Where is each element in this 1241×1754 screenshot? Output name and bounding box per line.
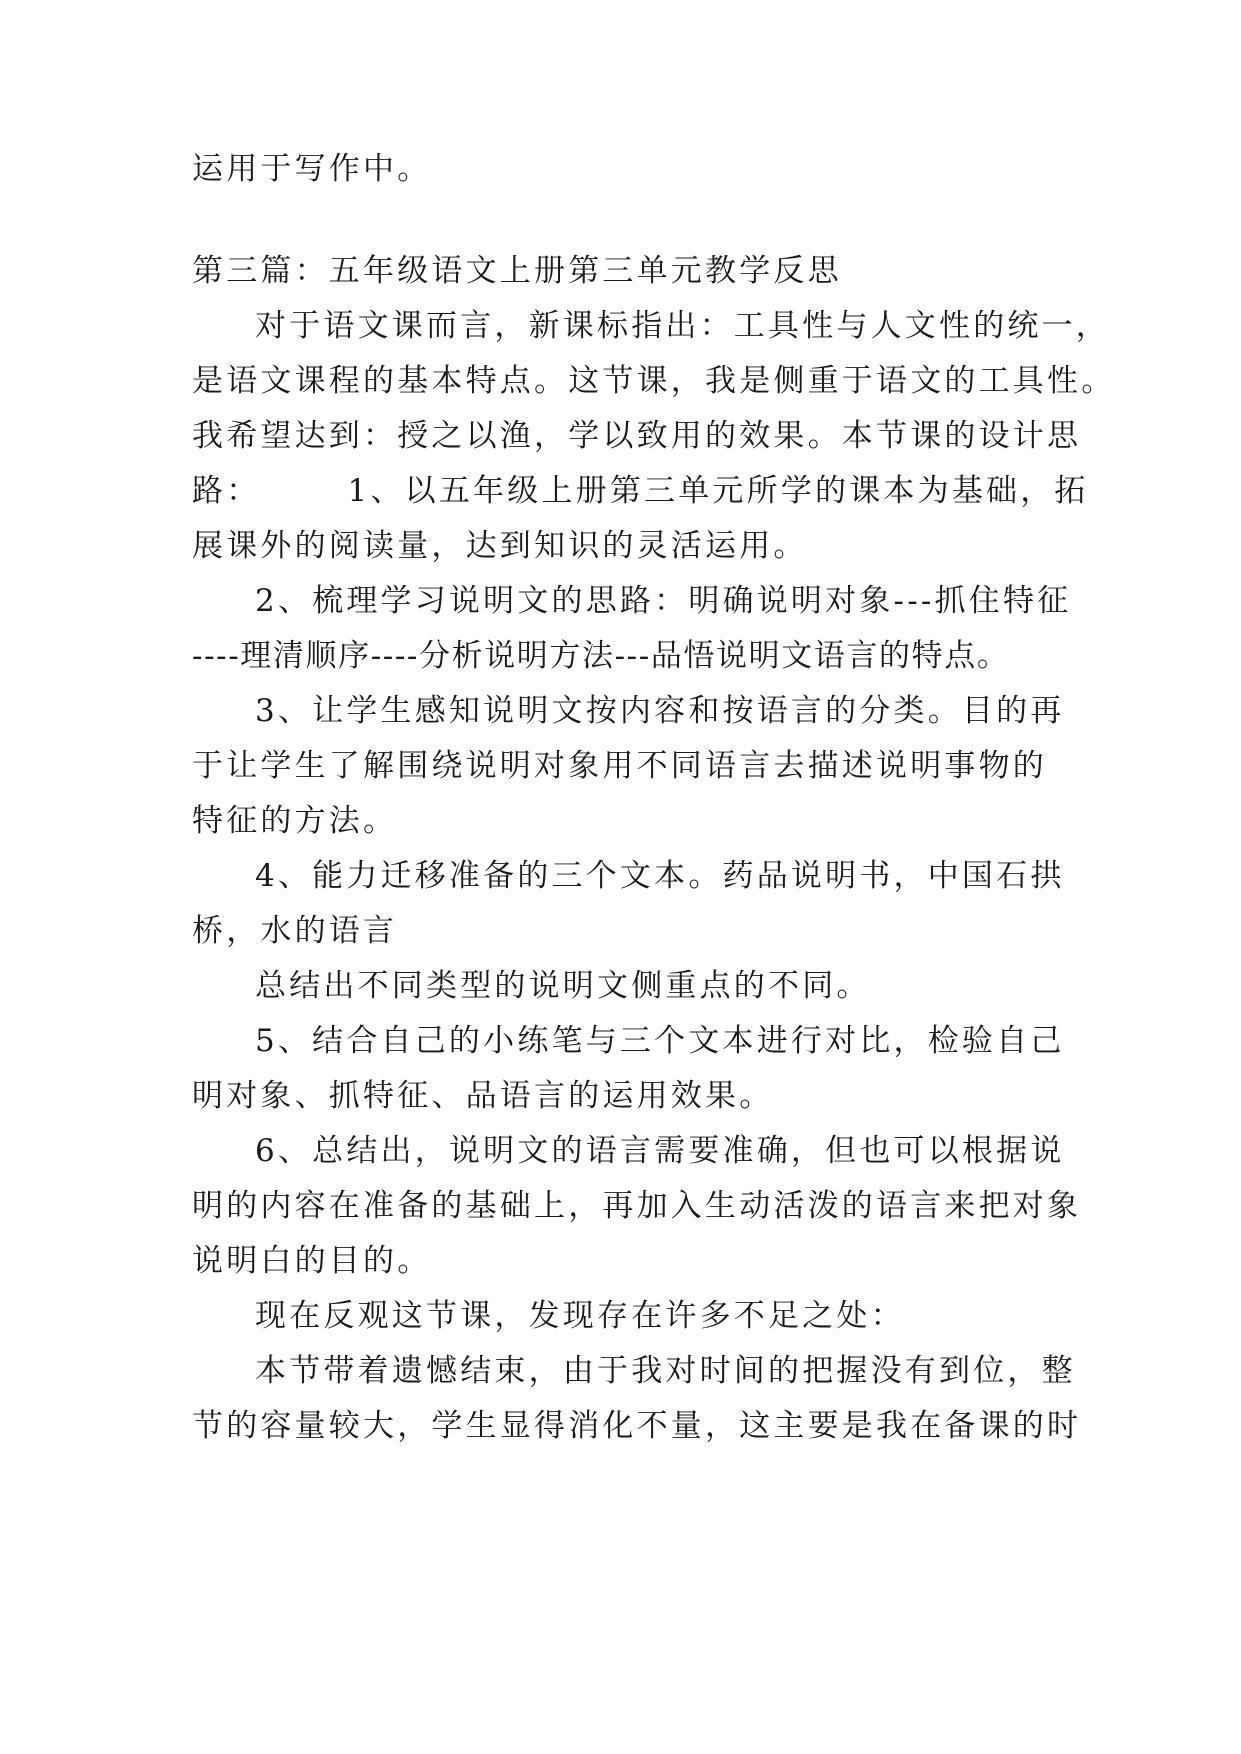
text-line: ----理清顺序----分析说明方法---品悟说明文语言的特点。	[192, 638, 1010, 674]
text-line: 是语文课程的基本特点。这节课，我是侧重于语文的工具性。	[192, 363, 1116, 399]
text-line: 于让学生了解围绕说明对象用不同语言去描述说明事物的	[192, 748, 1047, 784]
text-line: 本节带着遗憾结束，由于我对时间的把握没有到位，整	[255, 1353, 1076, 1389]
text-line: 特征的方法。	[192, 803, 398, 839]
text-line: 明对象、抓特征、品语言的运用效果。	[192, 1078, 774, 1114]
text-line: 明的内容在准备的基础上，再加入生动活泼的语言来把对象	[192, 1188, 1082, 1224]
text-line: 现在反观这节课，发现存在许多不足之处：	[255, 1298, 905, 1334]
text-line: 运用于写作中。	[192, 151, 432, 187]
text-line: 桥，水的语言	[192, 913, 398, 949]
section-title: 第三篇：五年级语文上册第三单元教学反思	[192, 253, 842, 289]
text-line: 3、让学生感知说明文按内容和按语言的分类。目的再	[255, 693, 1065, 729]
text-line: 4、能力迁移准备的三个文本。药品说明书，中国石拱	[255, 858, 1065, 894]
text-line: 对于语文课而言，新课标指出：工具性与人文性的统一，	[255, 308, 1110, 344]
text-line: 总结出不同类型的说明文侧重点的不同。	[255, 968, 871, 1004]
text-line: 我希望达到：授之以渔，学以致用的效果。本节课的设计思	[192, 418, 1082, 454]
text-line: 展课外的阅读量，达到知识的灵活运用。	[192, 528, 808, 564]
text-line: 节的容量较大，学生显得消化不量，这主要是我在备课的时	[192, 1408, 1082, 1444]
text-line: 5、结合自己的小练笔与三个文本进行对比，检验自己	[255, 1023, 1065, 1059]
text-line: 说明白的目的。	[192, 1243, 432, 1279]
text-line: 路： 1、以五年级上册第三单元所学的课本为基础，拓	[192, 473, 1089, 509]
text-line: 2、梳理学习说明文的思路：明确说明对象---抓住特征	[255, 583, 1072, 619]
text-line: 6、总结出，说明文的语言需要准确，但也可以根据说	[255, 1133, 1065, 1169]
